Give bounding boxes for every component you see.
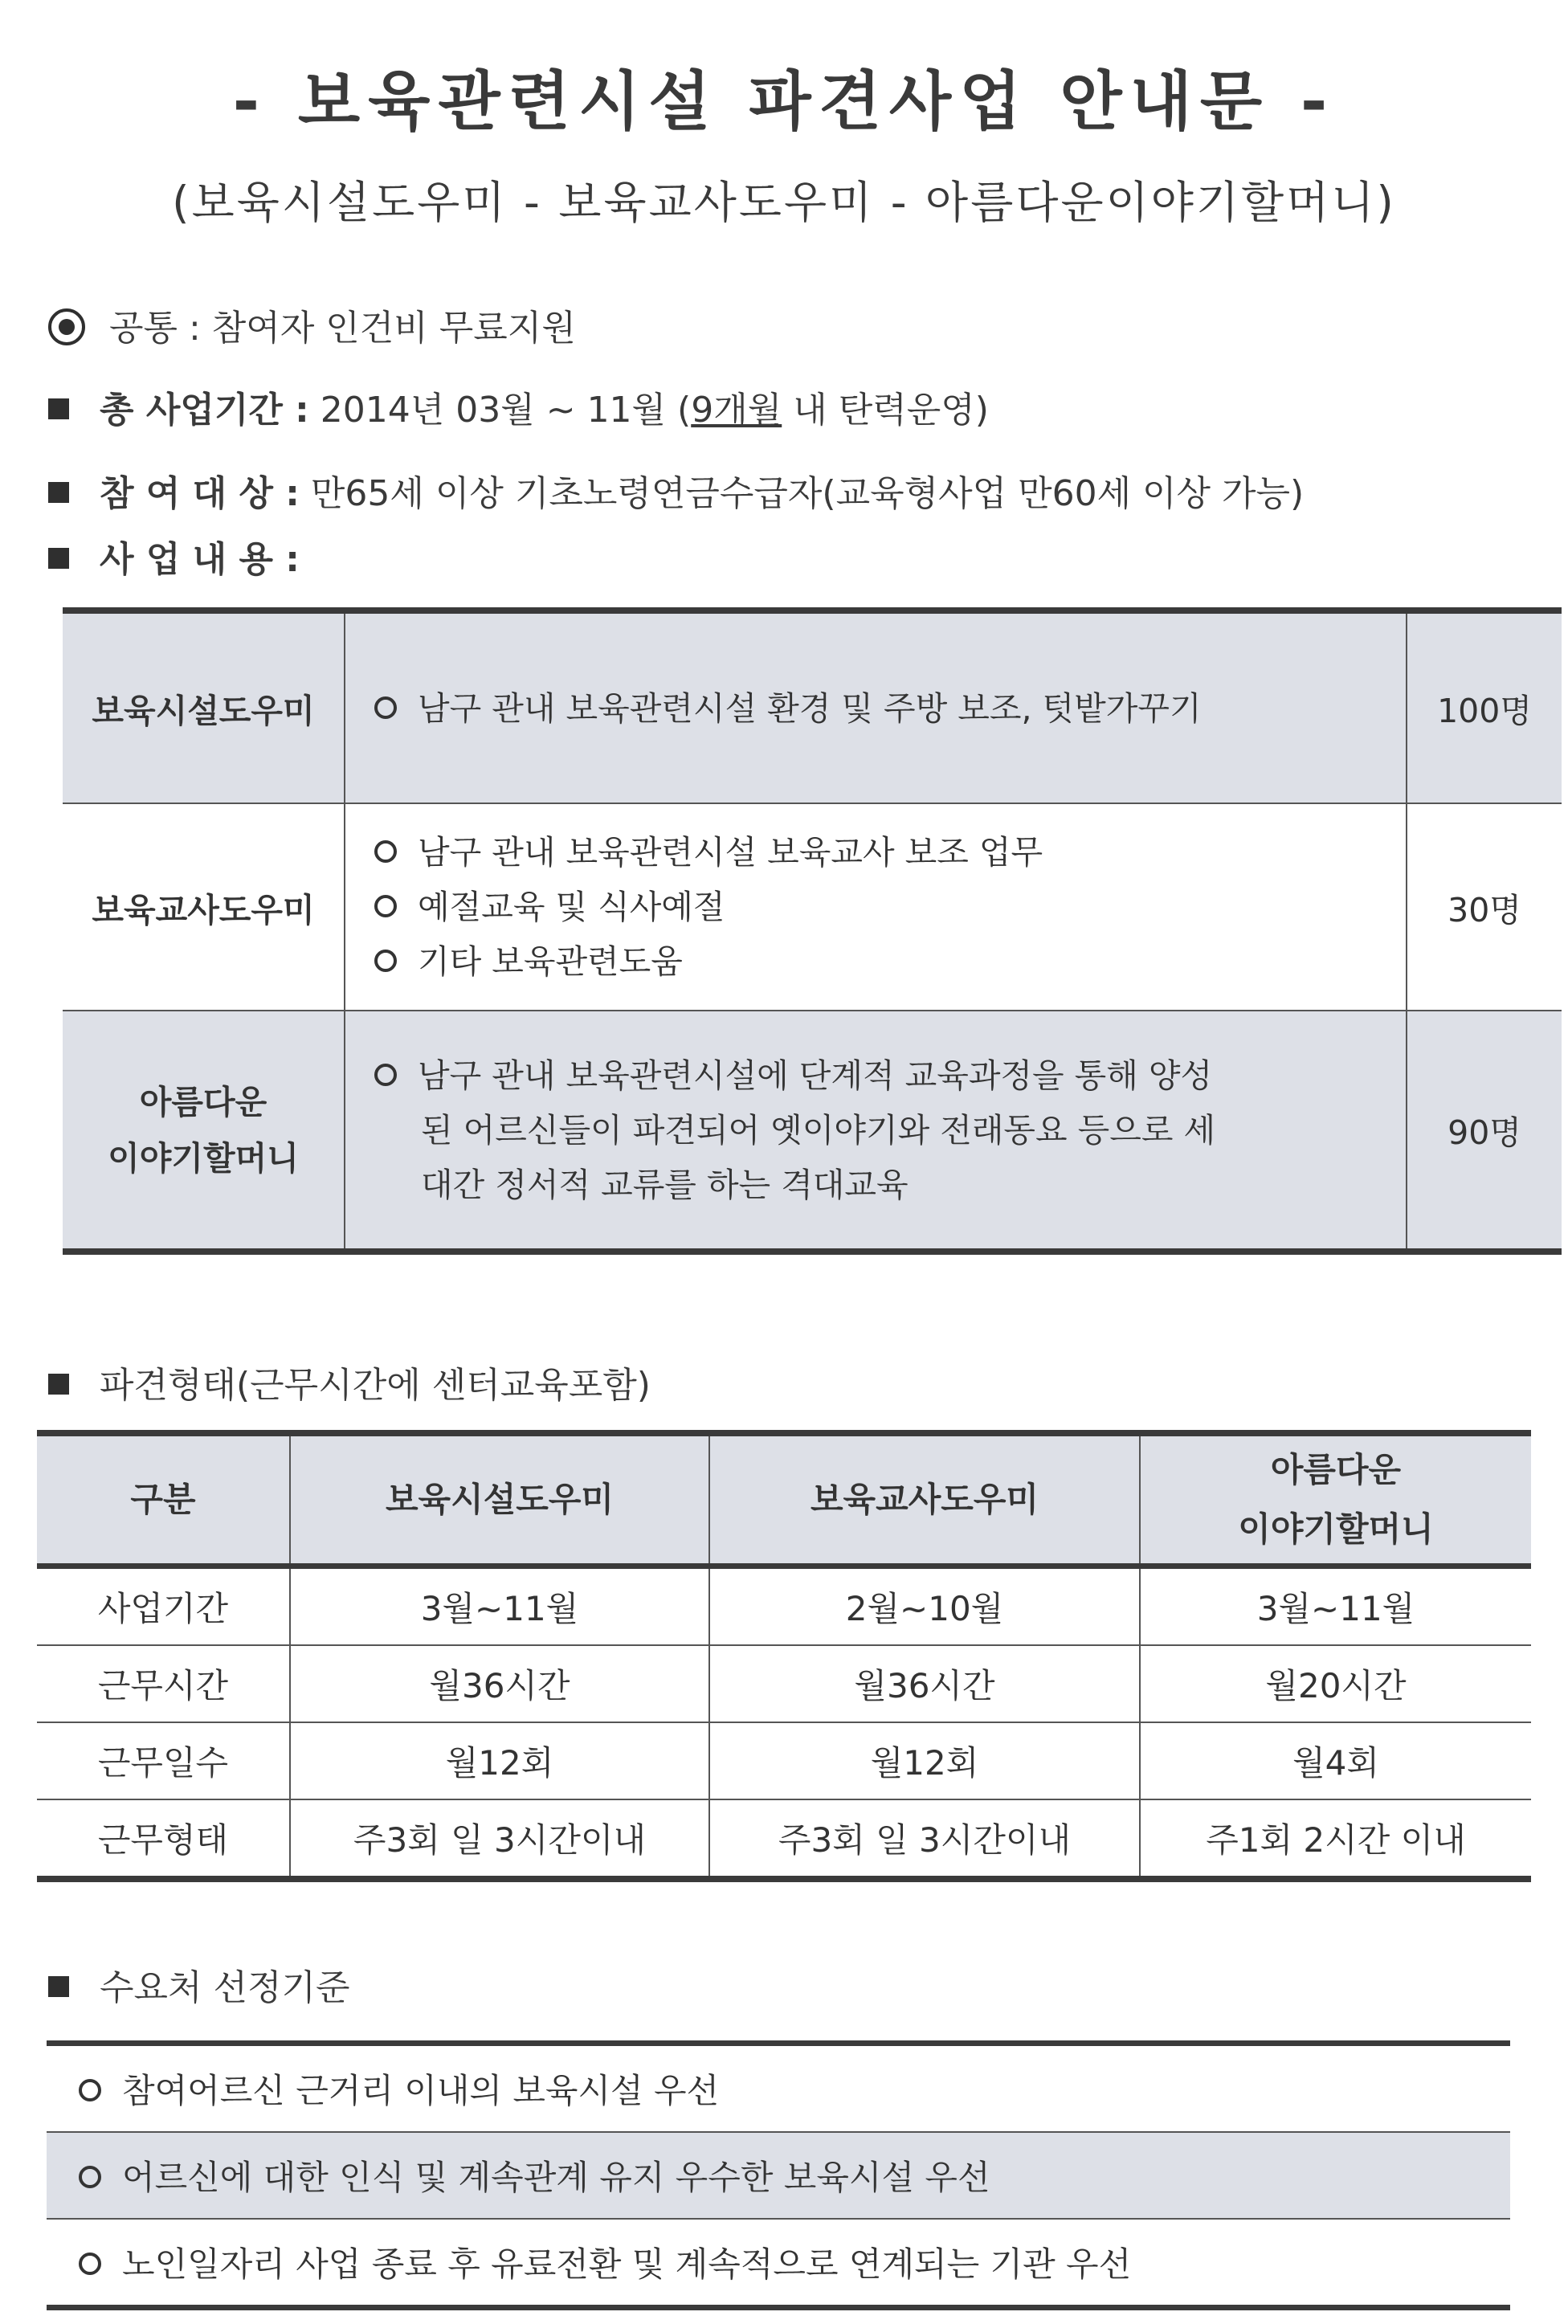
program-name: 보육시설도우미 <box>63 611 345 803</box>
header-cell: 구분 <box>37 1433 290 1566</box>
table-cell: 월36시간 <box>709 1645 1140 1722</box>
period-label: 총 사업기간 : <box>100 390 309 431</box>
criteria-heading: 수요처 선정기준 <box>100 1967 350 2008</box>
header-cell: 보육시설도우미 <box>290 1433 709 1566</box>
square-bullet-icon <box>48 482 69 503</box>
table-cell: 주3회 일 3시간이내 <box>709 1799 1140 1879</box>
target-bullet-icon <box>48 308 85 345</box>
period-value-underlined: 9개월 <box>691 390 782 431</box>
table-cell: 주3회 일 3시간이내 <box>290 1799 709 1879</box>
target-line <box>48 464 1304 516</box>
criteria-item <box>47 2219 1510 2308</box>
table-row <box>37 1799 1531 1879</box>
program-name: 보육교사도우미 <box>63 803 345 1011</box>
table-row <box>37 1645 1531 1722</box>
program-desc-item: 기타 보육관련도움 <box>418 942 683 981</box>
table-cell: 월12회 <box>290 1722 709 1799</box>
programs-table <box>63 607 1562 1255</box>
program-count: 100명 <box>1407 611 1562 803</box>
program-count: 30명 <box>1407 803 1562 1011</box>
header-cell <box>1140 1433 1531 1566</box>
table-row <box>63 1011 1562 1252</box>
table-cell: 근무시간 <box>37 1645 290 1722</box>
program-name-line: 이야기할머니 <box>108 1138 299 1178</box>
content-line <box>48 530 300 582</box>
circle-bullet-icon <box>79 2166 101 2188</box>
program-name-line: 아름다운 <box>139 1082 267 1121</box>
program-count: 90명 <box>1407 1011 1562 1252</box>
table-row <box>47 2132 1510 2219</box>
circle-bullet-icon <box>374 895 397 917</box>
criteria-item <box>47 2132 1510 2219</box>
period-value-before: 2014년 03월 ~ 11월 ( <box>320 390 692 431</box>
table-row <box>63 803 1562 1011</box>
program-desc-item: 된 어르신들이 파견되어 옛이야기와 전래동요 등으로 세 <box>421 1110 1216 1150</box>
page-title: - 보육관련시설 파견사업 안내문 - <box>232 64 1336 139</box>
program-desc-item: 남구 관내 보육관련시설에 단계적 교육과정을 통해 양성 <box>418 1056 1213 1095</box>
table-cell: 3월~11월 <box>290 1566 709 1646</box>
table-row <box>37 1722 1531 1799</box>
table-row <box>47 2219 1510 2308</box>
table-cell: 주1회 2시간 이내 <box>1140 1799 1531 1879</box>
header-cell-line: 이야기할머니 <box>1238 1509 1434 1549</box>
dispatch-heading: 파견형태(근무시간에 센터교육포함) <box>100 1365 651 1406</box>
program-desc <box>345 803 1407 1011</box>
criteria-heading-line <box>48 1958 350 2010</box>
circle-bullet-icon <box>79 2079 101 2101</box>
period-value-after: 내 탄력운영) <box>782 390 989 431</box>
common-line <box>48 299 576 350</box>
page-subtitle: (보육시설도우미 - 보육교사도우미 - 아름다운이야기할머니) <box>172 177 1396 228</box>
table-row <box>47 2044 1510 2133</box>
program-desc <box>345 1011 1407 1252</box>
circle-bullet-icon <box>374 696 397 719</box>
table-cell: 월36시간 <box>290 1645 709 1722</box>
table-cell: 월20시간 <box>1140 1645 1531 1722</box>
program-desc-item: 남구 관내 보육관련시설 환경 및 주방 보조, 텃밭가꾸기 <box>418 688 1202 728</box>
table-cell: 근무형태 <box>37 1799 290 1879</box>
criteria-text: 노인일자리 사업 종료 후 유료전환 및 계속적으로 연계되는 기관 우선 <box>122 2244 1132 2284</box>
criteria-text: 어르신에 대한 인식 및 계속관계 유지 우수한 보육시설 우선 <box>122 2158 990 2197</box>
criteria-text: 참여어르신 근거리 이내의 보육시설 우선 <box>122 2071 720 2110</box>
target-value: 만65세 이상 기초노령연금수급자(교육형사업 만60세 이상 가능) <box>310 473 1305 514</box>
criteria-item <box>47 2044 1510 2133</box>
table-cell: 월4회 <box>1140 1722 1531 1799</box>
circle-bullet-icon <box>374 1064 397 1086</box>
square-bullet-icon <box>48 398 69 419</box>
table-cell: 월12회 <box>709 1722 1140 1799</box>
table-header-row <box>37 1433 1531 1566</box>
circle-bullet-icon <box>374 950 397 972</box>
program-desc <box>345 611 1407 803</box>
header-cell: 보육교사도우미 <box>709 1433 1140 1566</box>
program-desc-item: 남구 관내 보육관련시설 보육교사 보조 업무 <box>418 833 1043 872</box>
table-cell: 사업기간 <box>37 1566 290 1646</box>
dispatch-table <box>37 1430 1531 1882</box>
criteria-table <box>47 2040 1510 2310</box>
period-line <box>48 381 989 432</box>
table-cell: 3월~11월 <box>1140 1566 1531 1646</box>
program-desc-item: 예절교육 및 식사예절 <box>418 888 725 926</box>
circle-bullet-icon <box>374 840 397 863</box>
circle-bullet-icon <box>79 2253 101 2275</box>
program-desc-item: 대간 정서적 교류를 하는 격대교육 <box>421 1165 909 1204</box>
target-label: 참 여 대 상 : <box>100 473 300 514</box>
program-name <box>63 1011 345 1252</box>
content-label: 사 업 내 용 : <box>100 539 300 580</box>
table-row <box>63 611 1562 803</box>
table-cell: 근무일수 <box>37 1722 290 1799</box>
table-row <box>37 1566 1531 1646</box>
square-bullet-icon <box>48 548 69 569</box>
dispatch-heading-line <box>48 1356 651 1407</box>
table-cell: 2월~10월 <box>709 1566 1140 1646</box>
header-cell-line: 아름다운 <box>1270 1450 1402 1489</box>
square-bullet-icon <box>48 1374 69 1395</box>
common-text: 공통 : 참여자 인건비 무료지원 <box>109 308 576 349</box>
square-bullet-icon <box>48 1976 69 1997</box>
